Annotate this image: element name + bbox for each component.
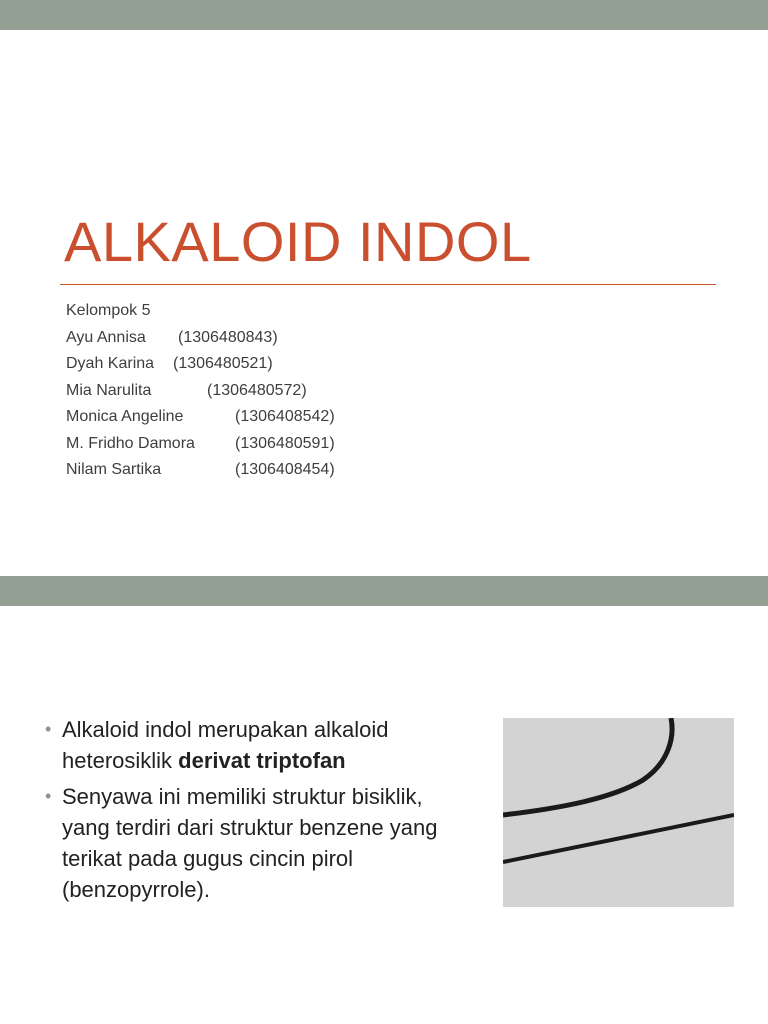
member-id: (1306480843): [178, 328, 278, 346]
member-name: Nilam Sartika: [66, 461, 162, 478]
member-name: M. Fridho Damora: [66, 434, 195, 452]
bullet-dot-icon: •: [45, 719, 52, 739]
bullet-text: Alkaloid indol merupakan alkaloid heterosiklik: [62, 717, 389, 773]
member-name: Dyah Karina: [66, 355, 155, 372]
member-name: Monica Angeline: [66, 408, 184, 425]
member-name: Ayu Annisa: [66, 328, 146, 346]
structure-lines: [503, 718, 734, 907]
straight-bond-line: [503, 815, 734, 862]
member-row: [66, 404, 426, 431]
member-id: (1306408454): [235, 461, 335, 478]
member-id: (1306480572): [207, 381, 307, 399]
member-id: (1306480521): [173, 355, 273, 372]
group-label: Kelompok 5: [66, 302, 151, 319]
member-row: [66, 431, 426, 458]
member-row: [66, 378, 426, 405]
group-members-block: [66, 298, 426, 484]
slide-title: ALKALOID INDOL: [64, 210, 532, 273]
content-slide: [0, 576, 768, 1024]
bullet-item: [44, 781, 454, 905]
bullet-list: [44, 714, 454, 910]
bullet-dot-icon: •: [45, 786, 52, 806]
title-underline: [60, 284, 716, 285]
member-id: (1306480591): [235, 434, 335, 452]
bullet-item: [44, 714, 454, 776]
member-row: [66, 457, 426, 484]
bullet-text: Senyawa ini memiliki struktur bisiklik, yang terdiri dari struktur benzene yang terikat pada gugus cincin pirol (benzopyrrole).: [62, 784, 438, 902]
member-name: Mia Narulita: [66, 381, 152, 399]
structure-image: [503, 718, 734, 907]
top-accent-bar: [0, 576, 768, 606]
member-row: [66, 325, 426, 352]
member-row: [66, 351, 426, 378]
curved-bond-line: [503, 718, 672, 815]
member-id: (1306408542): [235, 408, 335, 425]
top-accent-bar: [0, 0, 768, 30]
bullet-bold-text: derivat triptofan: [178, 748, 346, 773]
